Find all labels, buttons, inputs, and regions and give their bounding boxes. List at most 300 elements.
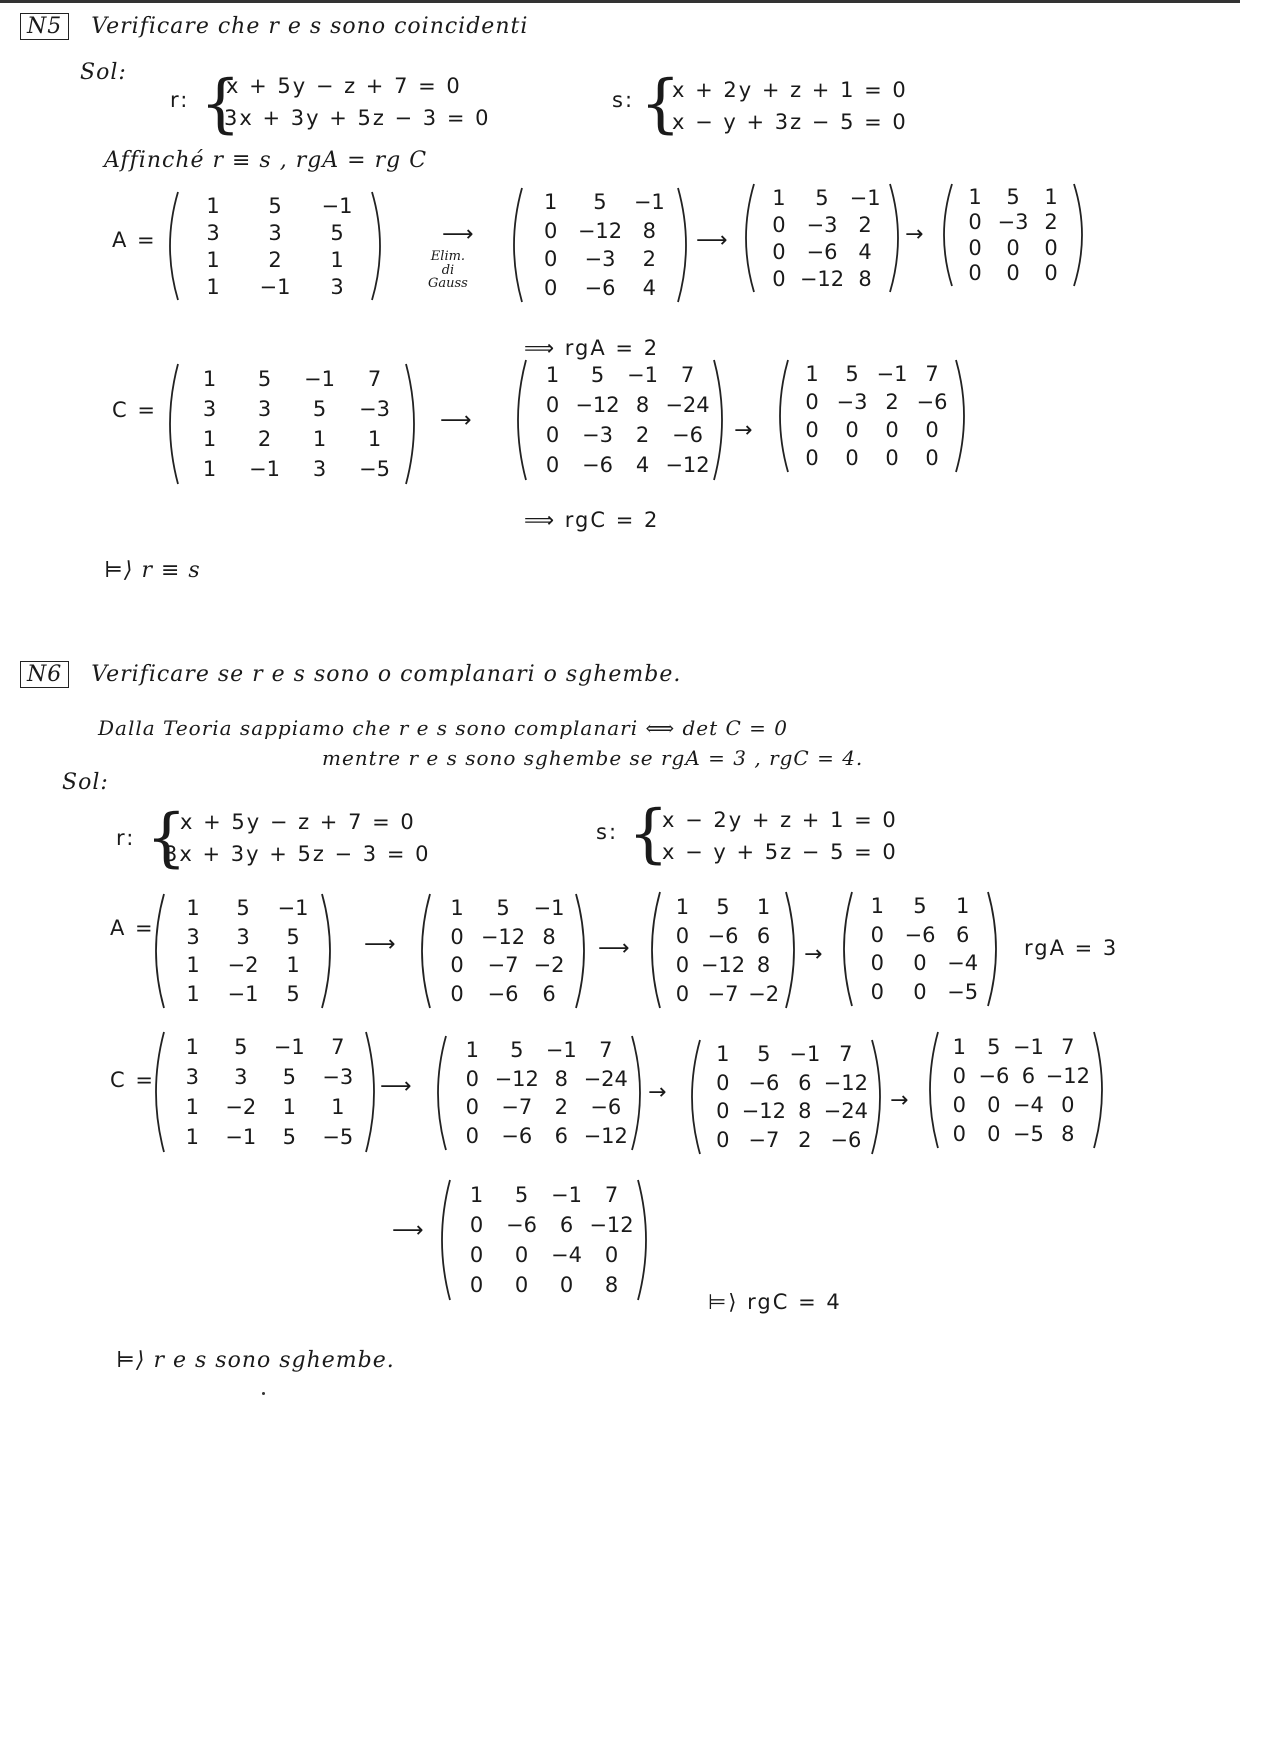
n6-arrow-3: → [804, 942, 823, 967]
matrix-entries [758, 184, 886, 292]
matrix-cell: 7 [367, 367, 382, 391]
matrix-cell: 1 [716, 1042, 730, 1067]
matrix-cell: 8 [858, 266, 872, 291]
matrix-cell: 2 [642, 247, 656, 272]
n5-rgA: ⟹ rgA = 2 [524, 336, 660, 360]
n6-arrow-6: → [890, 1088, 909, 1113]
matrix-cell: −1 [321, 193, 353, 218]
matrix-cell: 5 [286, 924, 300, 949]
matrix-cell: −1 [789, 1042, 821, 1067]
matrix-cell: −3 [359, 397, 390, 421]
matrix-cell: 8 [542, 924, 556, 949]
matrix-cell: −12 [700, 952, 746, 977]
matrix-entries [450, 1036, 628, 1150]
right-paren [678, 188, 686, 302]
n5-rgC: ⟹ rgC = 2 [524, 508, 660, 532]
matrix-cell: 0 [1061, 1092, 1075, 1117]
matrix-cell: 1 [952, 1034, 966, 1059]
matrix-cell: −12 [494, 1066, 539, 1091]
matrix-cell: 0 [772, 212, 786, 237]
matrix-cell: 7 [1061, 1034, 1075, 1059]
matrix-cell: −3 [836, 390, 868, 414]
left-paren [422, 894, 430, 1008]
matrix-cell: −7 [501, 1095, 533, 1120]
matrix-cell: 1 [870, 894, 885, 919]
n5-A-label: A = [112, 228, 157, 252]
matrix-cell: 5 [268, 193, 282, 218]
matrix-cell: −6 [584, 275, 616, 300]
matrix-cell: −12 [665, 453, 710, 477]
matrix-entries [182, 364, 402, 484]
n6-matrix-A2 [648, 890, 798, 1010]
matrix-cell: −12 [1045, 1063, 1090, 1088]
n6-A-label: A = [110, 916, 155, 940]
matrix-cell: 0 [469, 1273, 484, 1297]
matrix-cell: 3 [206, 220, 220, 245]
matrix-cell: −3 [584, 247, 616, 272]
matrix-cell: −1 [1012, 1034, 1044, 1059]
matrix-cell: −1 [849, 185, 881, 210]
matrix-cell: 7 [925, 362, 939, 386]
matrix-cell: −1 [876, 362, 908, 386]
matrix-cell: 0 [968, 210, 982, 235]
matrix-cell: 1 [545, 363, 560, 387]
right-paren [872, 1040, 880, 1154]
matrix-cell: −6 [904, 922, 936, 947]
gauss-label-line2: di [441, 262, 455, 278]
matrix-cell: −5 [947, 979, 979, 1004]
matrix-cell: −1 [225, 1125, 257, 1149]
matrix-cell: 0 [559, 1273, 574, 1297]
matrix-cell: 5 [593, 190, 607, 215]
n5-matrix-A [166, 190, 384, 302]
matrix-cell: 0 [465, 1066, 479, 1091]
n5-conclusion: ⊨⟩ r ≡ s [104, 558, 201, 583]
left-paren [156, 1032, 164, 1152]
matrix-cell: 5 [496, 896, 510, 921]
n6-arrow-2: ⟶ [598, 936, 630, 961]
matrix-cell: −6 [748, 1070, 780, 1095]
matrix-cell: 6 [542, 981, 556, 1006]
matrix-cell: 0 [870, 979, 885, 1004]
matrix-cell: 1 [202, 427, 217, 451]
left-paren [746, 184, 754, 292]
n5-s-brace: { [640, 67, 681, 141]
matrix-cell: 0 [913, 979, 927, 1004]
n6-s-eq2: x − y + 5z − 5 = 0 [662, 840, 898, 864]
right-paren [406, 364, 414, 484]
matrix-cell: −6 [806, 239, 838, 264]
matrix-cell: 0 [450, 953, 464, 978]
n6-r-eq2: 3x + 3y + 5z − 3 = 0 [164, 842, 431, 866]
matrix-cell: −6 [830, 1127, 862, 1152]
matrix-cell: −4 [947, 951, 979, 976]
n6-theory-line1: Dalla Teoria sappiamo che r e s sono complanari ⟺ det C = 0 [98, 716, 789, 740]
n5-arrow-5: → [734, 418, 753, 443]
matrix-cell: 0 [885, 418, 899, 442]
n5-gauss-note [428, 250, 468, 291]
matrix-entries [434, 894, 572, 1008]
matrix-cell: 2 [554, 1095, 568, 1120]
n5-r-eq1: x + 5y − z + 7 = 0 [226, 74, 462, 98]
matrix-cell: 0 [885, 446, 899, 470]
matrix-cell: −3 [997, 210, 1029, 235]
right-paren [638, 1180, 646, 1300]
right-paren [372, 192, 380, 300]
matrix-cell: 1 [465, 1038, 479, 1063]
matrix-entries [956, 184, 1070, 286]
matrix-cell: 5 [312, 397, 327, 421]
n6-r-name: r: [116, 826, 136, 850]
stray-dot [262, 1392, 265, 1395]
matrix-cell: 7 [599, 1038, 613, 1063]
matrix-cell: 0 [1006, 261, 1020, 286]
matrix-cell: −24 [665, 393, 710, 417]
matrix-cell: 3 [312, 457, 327, 481]
matrix-cell: 1 [331, 1095, 345, 1119]
matrix-cell: 4 [858, 239, 872, 264]
matrix-cell: 8 [554, 1066, 568, 1091]
matrix-cell: −1 [533, 896, 565, 921]
n6-header [20, 662, 681, 687]
matrix-cell: 0 [450, 981, 464, 1006]
matrix-cell: 5 [815, 185, 829, 210]
n5-r-name: r: [170, 88, 190, 112]
matrix-cell: 3 [268, 220, 282, 245]
matrix-cell: 0 [1044, 235, 1058, 260]
matrix-cell: −3 [582, 423, 613, 447]
matrix-cell: 5 [286, 981, 300, 1006]
n5-arrow-1: ⟶ [442, 222, 474, 247]
matrix-cell: −6 [672, 423, 703, 447]
matrix-cell: 1 [450, 896, 464, 921]
matrix-cell: 1 [186, 953, 200, 978]
top-rule [0, 0, 1240, 3]
n6-arrow-5: → [648, 1080, 667, 1105]
matrix-cell: 0 [952, 1092, 966, 1117]
matrix-cell: 7 [331, 1035, 345, 1059]
matrix-cell: 1 [330, 247, 344, 272]
matrix-cell: 3 [185, 1065, 199, 1089]
matrix-cell: 5 [282, 1065, 296, 1089]
matrix-cell: 1 [955, 894, 970, 919]
matrix-cell: 0 [987, 1092, 1001, 1117]
left-paren [514, 188, 522, 302]
matrix-cell: 0 [870, 951, 885, 976]
matrix-cell: −4 [551, 1243, 582, 1267]
matrix-cell: 1 [185, 1125, 199, 1149]
matrix-cell: 3 [236, 924, 250, 949]
n6-r-brace: { [146, 801, 187, 875]
matrix-cell: 5 [913, 894, 927, 919]
matrix-cell: 5 [510, 1038, 524, 1063]
matrix-cell: −2 [533, 953, 565, 978]
matrix-cell: 2 [268, 247, 282, 272]
matrix-cell: 8 [642, 218, 656, 243]
matrix-cell: 0 [543, 275, 558, 300]
matrix-cell: 2 [257, 427, 272, 451]
n5-label: N5 [20, 13, 69, 40]
left-paren [442, 1180, 450, 1300]
matrix-cell: −12 [575, 393, 620, 417]
matrix-cell: −6 [978, 1063, 1010, 1088]
matrix-cell: 0 [469, 1213, 484, 1237]
matrix-cell: −5 [359, 457, 390, 481]
n5-arrow-4: ⟶ [440, 408, 472, 433]
matrix-cell: 0 [845, 446, 859, 470]
matrix-cell: 1 [772, 185, 786, 210]
matrix-cell: 2 [885, 390, 899, 414]
matrix-cell: 0 [845, 418, 859, 442]
matrix-cell: 6 [955, 922, 970, 947]
left-paren [170, 192, 178, 300]
matrix-cell: 0 [450, 924, 464, 949]
n6-arrow-7: ⟶ [392, 1218, 424, 1243]
n6-r-eq1: x + 5y − z + 7 = 0 [180, 810, 416, 834]
matrix-cell: −6 [590, 1095, 622, 1120]
n5-matrix-C2 [776, 358, 968, 474]
matrix-cell: −5 [322, 1125, 354, 1149]
matrix-cell: 2 [1044, 210, 1058, 235]
matrix-entries [792, 360, 952, 472]
matrix-entries [526, 188, 674, 302]
matrix-cell: 0 [952, 1121, 966, 1146]
matrix-cell: 1 [186, 981, 200, 1006]
n6-matrix-A1 [418, 892, 588, 1010]
matrix-cell: −1 [545, 1038, 577, 1063]
left-paren [652, 892, 660, 1008]
matrix-cell: 1 [367, 427, 382, 451]
n5-header [20, 14, 528, 39]
n6-rgA: rgA = 3 [1024, 936, 1119, 960]
n5-matrix-A2 [742, 182, 902, 294]
matrix-cell: 0 [925, 446, 939, 470]
matrix-cell: −12 [589, 1213, 634, 1237]
right-paren [366, 1032, 374, 1152]
left-paren [438, 1036, 446, 1150]
matrix-cell: 8 [798, 1099, 812, 1124]
matrix-cell: 5 [987, 1034, 1001, 1059]
matrix-cell: 8 [635, 393, 650, 417]
matrix-entries [530, 360, 710, 480]
left-paren [944, 184, 952, 286]
matrix-cell: 4 [642, 275, 656, 300]
matrix-entries [856, 892, 984, 1006]
matrix-cell: 1 [185, 1095, 199, 1119]
matrix-cell: 3 [186, 924, 200, 949]
matrix-cell: 5 [257, 367, 272, 391]
matrix-cell: 1 [206, 274, 220, 299]
matrix-cell: 0 [543, 247, 558, 272]
n6-matrix-C1 [434, 1034, 644, 1152]
matrix-cell: 0 [545, 393, 560, 417]
n6-title: Verificare se r e s sono o complanari o sghembe. [91, 662, 682, 687]
matrix-cell: 6 [554, 1123, 568, 1148]
matrix-cell: −6 [707, 923, 739, 948]
matrix-cell: −1 [227, 981, 259, 1006]
matrix-cell: 2 [858, 212, 872, 237]
left-paren [518, 360, 526, 480]
matrix-cell: 5 [845, 362, 859, 386]
matrix-cell: 0 [675, 981, 690, 1006]
n5-arrow-2: ⟶ [696, 228, 728, 253]
n6-s-eq1: x − 2y + z + 1 = 0 [662, 808, 898, 832]
matrix-cell: 1 [206, 193, 220, 218]
matrix-cell: −6 [487, 981, 519, 1006]
n6-matrix-A3 [840, 890, 1000, 1008]
matrix-cell: −1 [304, 367, 335, 391]
matrix-cell: 6 [798, 1070, 812, 1095]
matrix-entries [168, 1032, 362, 1152]
matrix-cell: −12 [480, 924, 526, 949]
n5-C-label: C = [112, 398, 157, 422]
n5-r-brace: { [200, 67, 241, 141]
matrix-cell: 0 [1044, 261, 1058, 286]
n5-s-eq2: x − y + 3z − 5 = 0 [672, 110, 908, 134]
n6-theory-line2: mentre r e s sono sghembe se rgA = 3 , rgC = 4. [322, 746, 864, 770]
right-paren [890, 184, 898, 292]
matrix-cell: −7 [748, 1127, 780, 1152]
matrix-cell: −24 [823, 1099, 868, 1124]
matrix-cell: −12 [799, 266, 845, 291]
matrix-cell: −2 [225, 1095, 257, 1119]
matrix-cell: 0 [952, 1063, 966, 1088]
matrix-cell: 7 [839, 1042, 853, 1067]
matrix-cell: −7 [707, 981, 739, 1006]
matrix-cell: −1 [273, 1035, 305, 1059]
matrix-cell: 7 [604, 1183, 619, 1207]
matrix-cell: 1 [469, 1183, 484, 1207]
matrix-cell: −1 [277, 896, 309, 921]
matrix-cell: 0 [545, 453, 560, 477]
matrix-cell: 5 [757, 1042, 771, 1067]
n6-matrix-C [152, 1030, 378, 1154]
matrix-cell: 1 [286, 953, 300, 978]
matrix-cell: 0 [514, 1273, 529, 1297]
matrix-cell: 0 [543, 218, 558, 243]
matrix-cell: −12 [583, 1123, 628, 1148]
matrix-cell: 1 [543, 190, 558, 215]
matrix-cell: −6 [506, 1213, 537, 1237]
matrix-cell: 0 [913, 951, 927, 976]
n6-C-label: C = [110, 1068, 155, 1092]
n5-r-eq2: 3x + 3y + 5z − 3 = 0 [224, 106, 491, 130]
matrix-cell: 5 [1006, 184, 1020, 209]
matrix-cell: 0 [675, 923, 690, 948]
matrix-cell: −2 [748, 981, 780, 1006]
left-paren [780, 360, 788, 472]
matrix-cell: 7 [680, 363, 695, 387]
matrix-cell: 3 [257, 397, 272, 421]
matrix-cell: 5 [234, 1035, 248, 1059]
right-paren [632, 1036, 640, 1150]
n5-title: Verificare che r e s sono coincidenti [91, 14, 529, 39]
right-paren [322, 894, 330, 1008]
right-paren [576, 894, 584, 1008]
matrix-cell: −3 [322, 1065, 354, 1089]
matrix-cell: −12 [741, 1099, 786, 1124]
matrix-cell: −2 [227, 953, 259, 978]
matrix-entries [942, 1032, 1090, 1148]
n5-matrix-A1 [510, 186, 690, 304]
n5-s-name: s: [612, 88, 635, 112]
matrix-cell: 1 [805, 362, 819, 386]
matrix-cell: 5 [590, 363, 605, 387]
matrix-entries [454, 1180, 634, 1300]
matrix-cell: 1 [282, 1095, 296, 1119]
matrix-cell: 5 [514, 1183, 529, 1207]
matrix-cell: −1 [259, 274, 291, 299]
matrix-cell: −1 [633, 190, 665, 215]
matrix-cell: 0 [987, 1121, 1001, 1146]
matrix-entries [168, 894, 318, 1008]
matrix-cell: 1 [968, 184, 982, 209]
matrix-cell: −6 [501, 1123, 533, 1148]
matrix-cell: 1 [202, 367, 217, 391]
matrix-cell: 0 [716, 1099, 730, 1124]
matrix-cell: −3 [806, 212, 838, 237]
matrix-cell: 1 [756, 894, 771, 919]
matrix-cell: 1 [675, 894, 690, 919]
matrix-cell: −24 [583, 1066, 628, 1091]
matrix-cell: 0 [716, 1070, 730, 1095]
matrix-cell: 3 [234, 1065, 248, 1089]
matrix-cell: 0 [465, 1123, 479, 1148]
matrix-cell: 0 [968, 261, 982, 286]
matrix-cell: 0 [469, 1243, 484, 1267]
left-paren [930, 1032, 938, 1148]
n5-condition: Affinché r ≡ s , rgA = rg C [104, 148, 428, 173]
matrix-cell: 5 [330, 220, 344, 245]
matrix-cell: 1 [1044, 184, 1058, 209]
matrix-cell: 0 [604, 1243, 619, 1267]
gauss-label-line3: Gauss [428, 276, 468, 292]
n6-matrix-A [152, 892, 334, 1010]
matrix-entries [182, 192, 368, 300]
matrix-cell: −6 [916, 390, 948, 414]
matrix-cell: −4 [1012, 1092, 1044, 1117]
matrix-cell: 1 [186, 896, 200, 921]
matrix-cell: 1 [206, 247, 220, 272]
left-paren [156, 894, 164, 1008]
matrix-cell: 6 [559, 1213, 574, 1237]
n5-arrow-3: → [905, 222, 924, 247]
matrix-cell: −12 [823, 1070, 868, 1095]
matrix-cell: −6 [582, 453, 613, 477]
matrix-cell: 8 [756, 952, 771, 977]
matrix-cell: −1 [627, 363, 658, 387]
matrix-cell: 5 [716, 894, 730, 919]
matrix-cell: 1 [312, 427, 327, 451]
matrix-cell: 6 [1021, 1063, 1036, 1088]
n6-arrow-4: ⟶ [380, 1074, 412, 1099]
matrix-cell: 4 [635, 453, 650, 477]
n5-sol: Sol: [80, 60, 127, 85]
matrix-cell: −1 [249, 457, 280, 481]
matrix-cell: 0 [514, 1243, 529, 1267]
matrix-cell: 1 [202, 457, 217, 481]
right-paren [956, 360, 964, 472]
matrix-cell: 0 [870, 922, 885, 947]
matrix-cell: 0 [1006, 235, 1020, 260]
n6-rgC: ⊨⟩ rgC = 4 [708, 1290, 842, 1314]
matrix-cell: 3 [330, 274, 344, 299]
n6-sol: Sol: [62, 770, 109, 795]
matrix-cell: 8 [604, 1273, 619, 1297]
n6-matrix-C4 [438, 1178, 650, 1302]
matrix-cell: 0 [805, 390, 819, 414]
n5-s-eq1: x + 2y + z + 1 = 0 [672, 78, 908, 102]
